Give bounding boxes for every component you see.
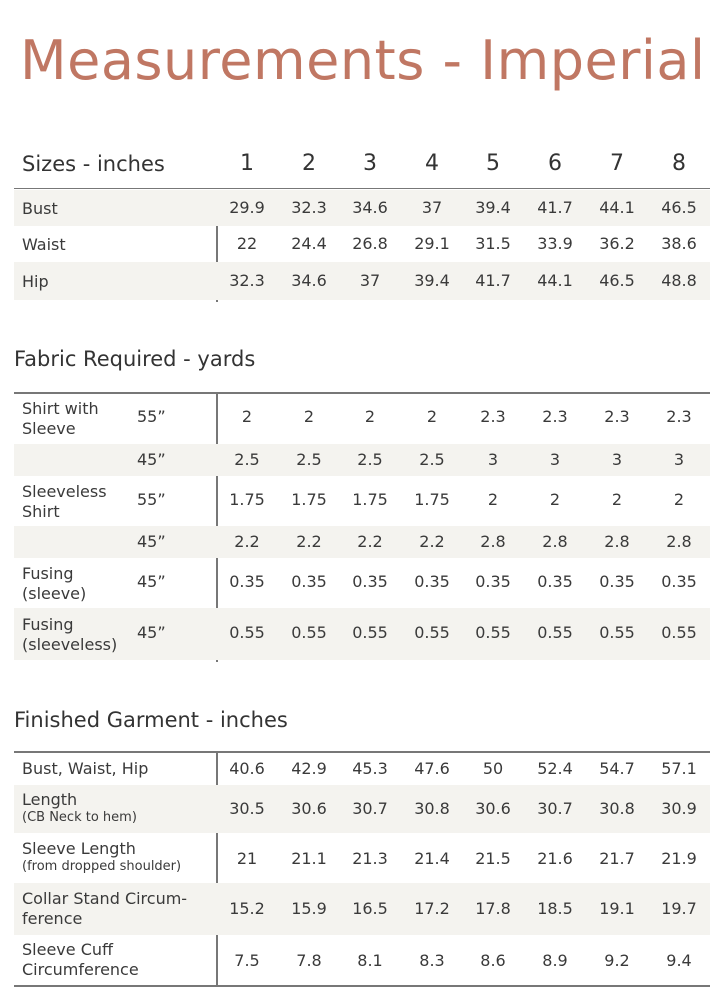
- table-cell-size-2: 2.5: [296, 450, 322, 469]
- row-label-line: Sleeve Cuff: [22, 940, 114, 959]
- row-label-line: (sleeve): [22, 584, 87, 603]
- table-cell-size-7: 2: [611, 490, 623, 509]
- table-cell-size-3: 0.35: [352, 572, 388, 591]
- table-cell-size-7: 2.8: [604, 532, 630, 551]
- table-cell-size-6: 52.4: [537, 759, 573, 778]
- table-cell-size-4: 37: [421, 198, 443, 217]
- row-label-line: (sleeveless): [22, 635, 118, 654]
- row-label-line: Fusing: [22, 564, 74, 583]
- size-col-1: 1: [240, 151, 254, 176]
- size-col-5: 5: [486, 151, 500, 176]
- table-cell-size-1: 32.3: [229, 271, 265, 290]
- table-cell-size-7: 9.2: [604, 951, 630, 970]
- table-row: [14, 753, 710, 785]
- fabric-section-title: Fabric Required - yards: [14, 347, 256, 371]
- table-cell-size-3: 8.1: [357, 951, 383, 970]
- table-cell-size-1: 29.9: [229, 198, 265, 217]
- table-cell-size-1: 1.75: [229, 490, 265, 509]
- table-cell-size-5: 30.6: [475, 799, 511, 818]
- table-cell-size-5: 31.5: [475, 234, 511, 253]
- table-cell-size-4: 1.75: [414, 490, 450, 509]
- table-cell-size-2: 0.35: [291, 572, 327, 591]
- table-cell-size-8: 30.9: [661, 799, 697, 818]
- table-cell-size-7: 30.8: [599, 799, 635, 818]
- table-cell-size-2: 21.1: [291, 849, 327, 868]
- table-cell-size-1: 22: [236, 234, 258, 253]
- table-cell-size-1: 40.6: [229, 759, 265, 778]
- table-cell-size-2: 42.9: [291, 759, 327, 778]
- table-cell-size-4: 21.4: [414, 849, 450, 868]
- table-cell-size-7: 21.7: [599, 849, 635, 868]
- row-label-line: Sleeve: [22, 419, 76, 438]
- page-title: Measurements - Imperial: [20, 29, 706, 92]
- table-cell-size-3: 45.3: [352, 759, 388, 778]
- table-cell-size-5: 2: [487, 490, 499, 509]
- fabric-width: 45”: [137, 532, 166, 551]
- table-cell-size-5: 41.7: [475, 271, 511, 290]
- finished-table-body: [14, 753, 710, 986]
- table-cell-size-4: 30.8: [414, 799, 450, 818]
- table-cell-size-3: 2.2: [357, 532, 383, 551]
- table-cell-size-6: 0.55: [537, 623, 573, 642]
- table-cell-size-4: 0.55: [414, 623, 450, 642]
- table-cell-size-8: 19.7: [661, 899, 697, 918]
- table-cell-size-8: 0.55: [661, 623, 697, 642]
- table-row: [14, 394, 710, 444]
- table-cell-size-2: 30.6: [291, 799, 327, 818]
- table-cell-size-8: 0.35: [661, 572, 697, 591]
- row-label: [22, 839, 181, 875]
- table-cell-size-3: 34.6: [352, 198, 388, 217]
- row-label-line: Fusing: [22, 615, 74, 634]
- table-cell-size-8: 21.9: [661, 849, 697, 868]
- row-label: Waist: [22, 235, 66, 254]
- table-cell-size-8: 2: [673, 490, 685, 509]
- table-cell-size-1: 0.35: [229, 572, 265, 591]
- row-label: Hip: [22, 272, 49, 291]
- table-cell-size-1: 15.2: [229, 899, 265, 918]
- table-cell-size-3: 26.8: [352, 234, 388, 253]
- table-cell-size-1: 21: [236, 849, 258, 868]
- fabric-width: 45”: [137, 450, 166, 469]
- table-cell-size-2: 0.55: [291, 623, 327, 642]
- size-col-3: 3: [363, 151, 377, 176]
- table-cell-size-6: 41.7: [537, 198, 573, 217]
- size-col-7: 7: [610, 151, 624, 176]
- row-label-line: Circumference: [22, 960, 139, 979]
- table-cell-size-4: 0.35: [414, 572, 450, 591]
- table-row: [14, 935, 710, 985]
- table-cell-size-5: 2.8: [480, 532, 506, 551]
- table-cell-size-2: 24.4: [291, 234, 327, 253]
- table-cell-size-1: 7.5: [234, 951, 260, 970]
- table-cell-size-3: 30.7: [352, 799, 388, 818]
- table-cell-size-4: 39.4: [414, 271, 450, 290]
- row-label: [22, 940, 139, 980]
- table-row: [14, 833, 710, 883]
- fabric-width: 45”: [137, 623, 166, 642]
- table-cell-size-6: 44.1: [537, 271, 573, 290]
- table-cell-size-6: 2.3: [542, 407, 568, 426]
- table-cell-size-4: 17.2: [414, 899, 450, 918]
- table-row: [14, 476, 710, 526]
- table-cell-size-7: 54.7: [599, 759, 635, 778]
- size-col-4: 4: [425, 151, 439, 176]
- row-label: [22, 790, 137, 826]
- table-cell-size-2: 2: [303, 407, 315, 426]
- row-label-line: Sleeve Length: [22, 839, 136, 858]
- row-label: [22, 615, 117, 655]
- size-col-2: 2: [302, 151, 316, 176]
- row-label-line: Length: [22, 790, 78, 809]
- table-cell-size-6: 8.9: [542, 951, 568, 970]
- table-cell-size-8: 2.8: [666, 532, 692, 551]
- table-cell-size-7: 19.1: [599, 899, 635, 918]
- row-label: [22, 564, 86, 604]
- table-cell-size-1: 30.5: [229, 799, 265, 818]
- table-cell-size-1: 2: [241, 407, 253, 426]
- table-cell-size-2: 34.6: [291, 271, 327, 290]
- table-cell-size-6: 30.7: [537, 799, 573, 818]
- table-row: [14, 226, 710, 262]
- size-col-8: 8: [672, 151, 686, 176]
- table-cell-size-6: 18.5: [537, 899, 573, 918]
- sizes-table-header: [14, 140, 710, 189]
- row-label-line: Shirt: [22, 502, 60, 521]
- finished-bottom-rule: [14, 985, 710, 987]
- row-label-note: (CB Neck to hem): [22, 810, 137, 825]
- table-row: [14, 190, 710, 226]
- table-cell-size-4: 29.1: [414, 234, 450, 253]
- table-cell-size-3: 37: [359, 271, 381, 290]
- fabric-width: 55”: [137, 407, 166, 426]
- table-cell-size-5: 8.6: [480, 951, 506, 970]
- table-cell-size-3: 21.3: [352, 849, 388, 868]
- table-cell-size-6: 2.8: [542, 532, 568, 551]
- table-row: [14, 608, 710, 660]
- row-label-note: (from dropped shoulder): [22, 859, 182, 874]
- row-label-line: Shirt with: [22, 399, 99, 418]
- table-row: [14, 558, 710, 608]
- table-cell-size-4: 47.6: [414, 759, 450, 778]
- table-cell-size-3: 2.5: [357, 450, 383, 469]
- table-cell-size-7: 46.5: [599, 271, 635, 290]
- finished-section-title: Finished Garment - inches: [14, 708, 288, 732]
- row-label: Bust: [22, 199, 58, 218]
- table-cell-size-4: 2.2: [419, 532, 445, 551]
- table-cell-size-6: 2: [549, 490, 561, 509]
- table-row: [14, 883, 710, 935]
- table-cell-size-2: 2.2: [296, 532, 322, 551]
- row-label: [22, 889, 187, 929]
- table-cell-size-5: 21.5: [475, 849, 511, 868]
- table-cell-size-4: 2: [426, 407, 438, 426]
- table-cell-size-7: 3: [611, 450, 623, 469]
- row-label-line: Collar Stand Circum-: [22, 889, 188, 908]
- table-cell-size-3: 0.55: [352, 623, 388, 642]
- table-cell-size-8: 9.4: [666, 951, 692, 970]
- table-cell-size-4: 8.3: [419, 951, 445, 970]
- table-cell-size-7: 36.2: [599, 234, 635, 253]
- size-col-6: 6: [548, 151, 562, 176]
- row-label: Bust, Waist, Hip: [22, 759, 149, 778]
- table-cell-size-8: 48.8: [661, 271, 697, 290]
- table-cell-size-5: 50: [482, 759, 504, 778]
- table-cell-size-4: 2.5: [419, 450, 445, 469]
- table-cell-size-1: 2.5: [234, 450, 260, 469]
- table-cell-size-2: 7.8: [296, 951, 322, 970]
- table-cell-size-5: 17.8: [475, 899, 511, 918]
- table-cell-size-8: 46.5: [661, 198, 697, 217]
- table-cell-size-7: 0.35: [599, 572, 635, 591]
- table-cell-size-2: 15.9: [291, 899, 327, 918]
- fabric-width: 45”: [137, 572, 166, 591]
- row-label: [22, 482, 107, 522]
- table-row: [14, 262, 710, 300]
- table-cell-size-1: 0.55: [229, 623, 265, 642]
- table-cell-size-6: 21.6: [537, 849, 573, 868]
- table-cell-size-7: 44.1: [599, 198, 635, 217]
- table-cell-size-6: 3: [549, 450, 561, 469]
- fabric-width: 55”: [137, 490, 166, 509]
- sizes-header-label: Sizes - inches: [22, 152, 165, 176]
- table-cell-size-1: 2.2: [234, 532, 260, 551]
- table-cell-size-5: 2.3: [480, 407, 506, 426]
- table-cell-size-5: 39.4: [475, 198, 511, 217]
- table-row: [14, 785, 710, 833]
- table-row: [14, 526, 710, 558]
- table-cell-size-7: 0.55: [599, 623, 635, 642]
- table-cell-size-3: 2: [364, 407, 376, 426]
- table-cell-size-3: 16.5: [352, 899, 388, 918]
- table-cell-size-8: 2.3: [666, 407, 692, 426]
- row-label: [22, 399, 99, 439]
- table-cell-size-8: 3: [673, 450, 685, 469]
- table-cell-size-5: 0.35: [475, 572, 511, 591]
- table-row: [14, 444, 710, 476]
- table-cell-size-6: 33.9: [537, 234, 573, 253]
- row-label-line: Sleeveless: [22, 482, 107, 501]
- fabric-table-body: [14, 394, 710, 662]
- table-cell-size-5: 3: [487, 450, 499, 469]
- table-cell-size-5: 0.55: [475, 623, 511, 642]
- table-cell-size-2: 32.3: [291, 198, 327, 217]
- table-cell-size-3: 1.75: [352, 490, 388, 509]
- table-cell-size-8: 57.1: [661, 759, 697, 778]
- table-cell-size-6: 0.35: [537, 572, 573, 591]
- sizes-table-body: [14, 190, 710, 302]
- row-label-line: ference: [22, 909, 83, 928]
- table-cell-size-2: 1.75: [291, 490, 327, 509]
- table-cell-size-8: 38.6: [661, 234, 697, 253]
- table-cell-size-7: 2.3: [604, 407, 630, 426]
